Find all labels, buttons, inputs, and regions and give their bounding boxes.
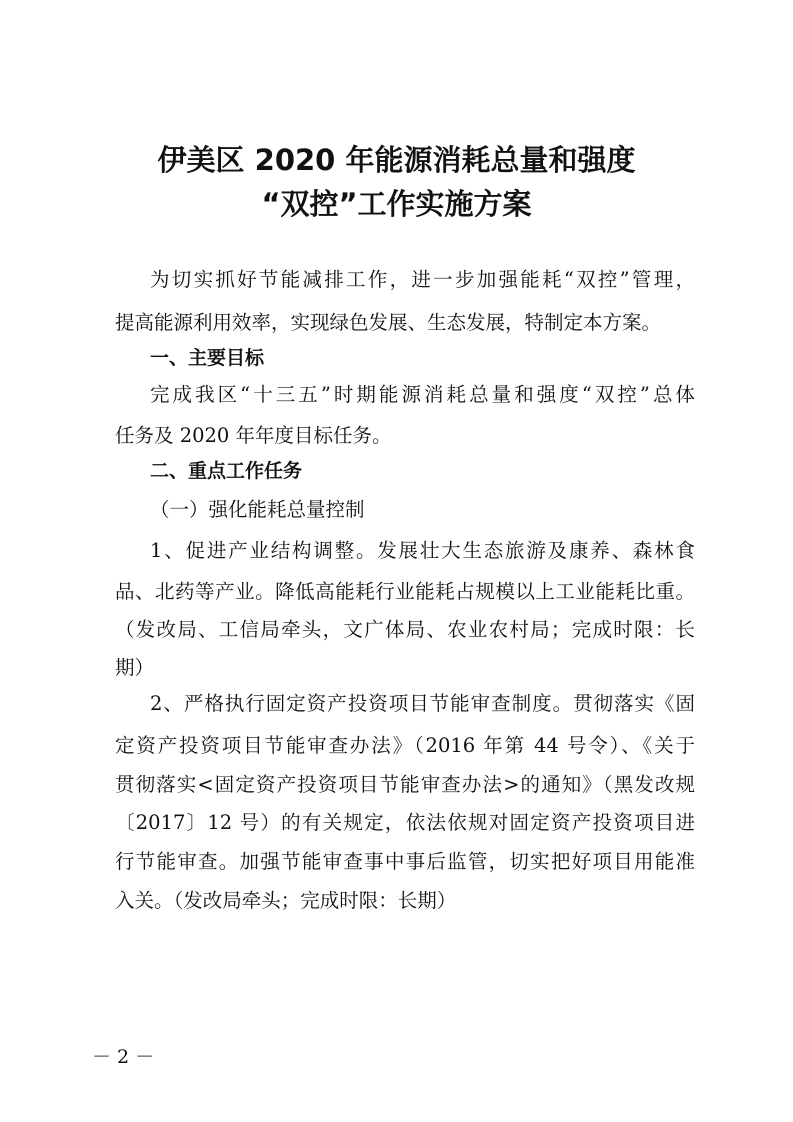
document-title-line-2: “双控”工作实施方案 <box>261 187 532 221</box>
item1-line-2: 品、北药等产业。降低高能耗行业能耗占规模以上工业能耗比重。 <box>115 580 695 603</box>
page-number: － 2 － <box>92 1046 155 1068</box>
item2-line-2: 定资产投资项目节能审查办法》（2016 年第 44 号令）、《关于 <box>115 734 695 757</box>
section-heading-goals: 一、主要目标 <box>150 347 265 369</box>
item2-line-6: 入关。（发改局牵头；完成时限：长期） <box>115 889 457 912</box>
item2-line-5: 行节能审查。加强节能审查事中事后监管，切实把好项目用能准 <box>115 850 695 873</box>
intro-line-1: 为切实抓好节能减排工作，进一步加强能耗“双控”管理， <box>150 268 695 291</box>
item2-line-3: 贯彻落实<固定资产投资项目节能审查办法>的通知》（黑发改规 <box>115 773 695 796</box>
subsection-heading-total-control: （一）强化能耗总量控制 <box>150 498 365 521</box>
item1-line-4: 期） <box>115 656 155 679</box>
item1-line-3: （发改局、工信局牵头，文广体局、农业农村局；完成时限：长 <box>115 618 695 641</box>
intro-line-2: 提高能源利用效率，实现绿色发展、生态发展，特制定本方案。 <box>115 311 662 334</box>
item2-line-4: 〔2017〕12 号）的有关规定，依法依规对固定资产投资项目进 <box>115 811 695 834</box>
section-heading-key-tasks: 二、重点工作任务 <box>150 460 303 482</box>
goals-line-2: 任务及 2020 年年度目标任务。 <box>115 424 392 447</box>
document-title-line-1: 伊美区 2020 年能源消耗总量和强度 <box>157 143 636 177</box>
item1-line-1: 1、促进产业结构调整。发展壮大生态旅游及康养、森林食 <box>150 539 695 562</box>
goals-line-1: 完成我区“十三五”时期能源消耗总量和强度“双控”总体 <box>150 383 695 406</box>
item2-line-1: 2、严格执行固定资产投资项目节能审查制度。贯彻落实《固 <box>150 692 695 715</box>
